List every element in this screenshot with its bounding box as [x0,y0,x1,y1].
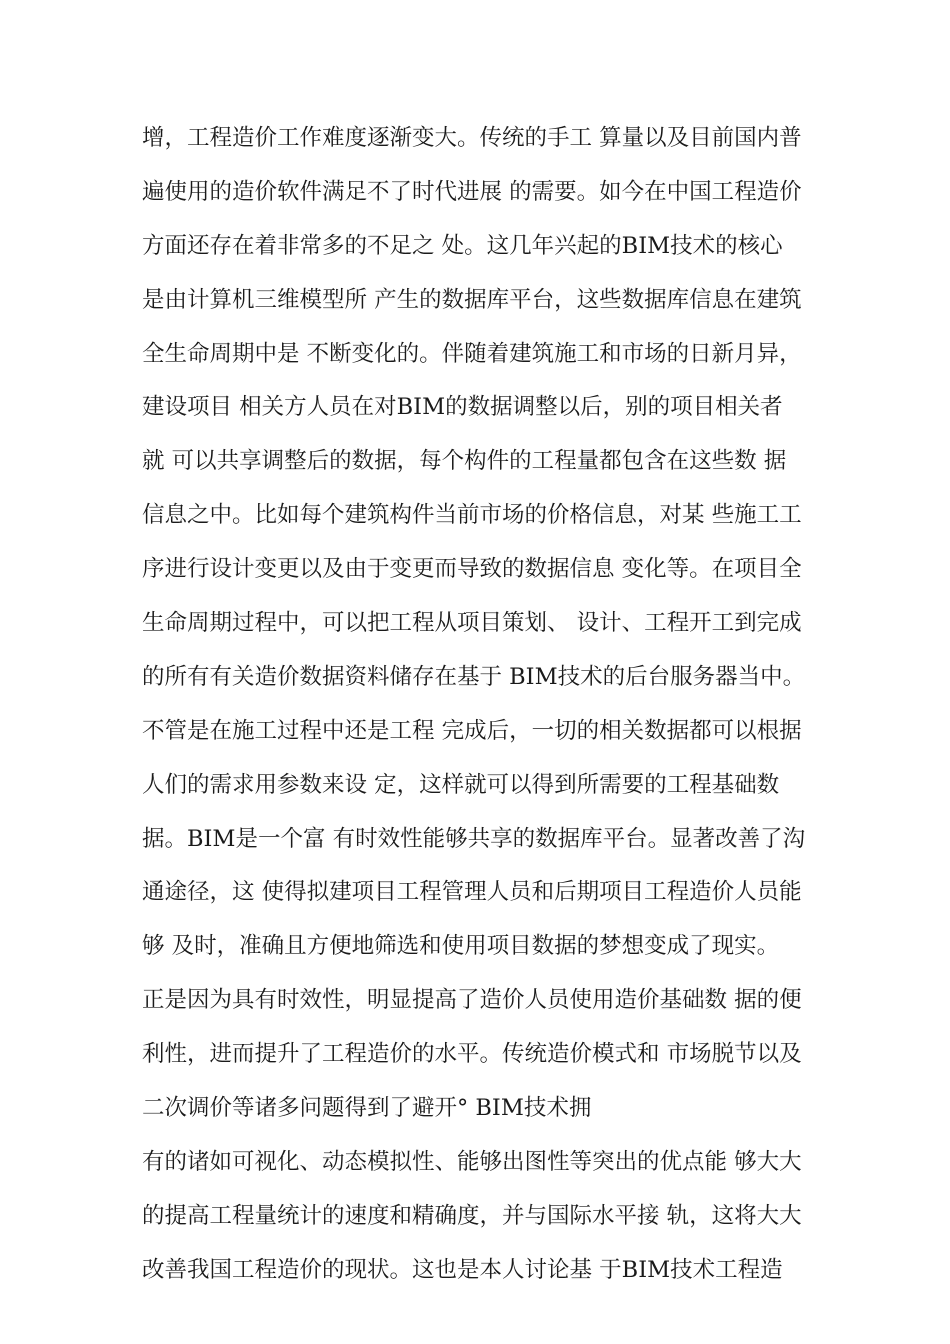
text-line: 增，工程造价工作难度逐渐变大。传统的手工 算量以及目前国内普 [142,125,802,151]
text-line: 不管是在施工过程中还是工程 完成后，一切的相关数据都可以根据 [142,717,802,744]
text-line: 信息之中。比如每个建筑构件当前市场的价格信息，对某 些施工工 [142,502,802,529]
text-line: 改善我国工程造价的现状。这也是本人讨论基 于BIM技术工程造 [142,1256,783,1283]
text-line: 据。BIM是一个富 有时效性能够共享的数据库平台。显著改善了沟 [142,825,806,852]
text-line: 方面还存在着非常多的不足之 处。这几年兴起的BIM技术的核心 [142,232,783,259]
text-line: 有的诸如可视化、动态模拟性、能够出图性等突出的优点能 够大大 [142,1148,802,1175]
text-line: 通途径，这 使得拟建项目工程管理人员和后期项目工程造价人员能 [142,879,802,906]
text-line: 建设项目 相关方人员在对BIM的数据调整以后，别的项目相关者 [142,394,783,421]
text-line: 的提高工程量统计的速度和精确度，并与国际水平接 轨，这将大大 [142,1202,802,1229]
text-line: 正是因为具有时效性，明显提高了造价人员使用造价基础数 据的便 [142,987,802,1014]
text-line: 人们的需求用参数来设 定，这样就可以得到所需要的工程基础数 [142,771,780,798]
text-line: 利性，进而提升了工程造价的水平。传统造价模式和 市场脱节以及 [142,1041,802,1068]
text-line: 是由计算机三维模型所 产生的数据库平台，这些数据库信息在建筑 [142,286,802,313]
text-line: 二次调价等诸多问题得到了避开° BIM技术拥 [142,1095,592,1122]
text-line: 够 及时，准确且方便地筛选和使用项目数据的梦想变成了现实。 [142,933,780,960]
text-line: 的所有有关造价数据资料储存在基于 BIM技术的后台服务器当中。 [142,663,806,690]
text-line: 全生命周期中是 不断变化的。伴随着建筑施工和市场的日新月异， [142,340,802,367]
text-line: 生命周期过程中，可以把工程从项目策划、 设计、工程开工到完成 [142,610,802,637]
body-paragraph [142,112,842,1298]
text-line: 就 可以共享调整后的数据，每个构件的工程量都包含在这些数 据 [142,448,787,475]
text-line: 遍使用的造价软件满足不了时代进展 的需要。如今在中国工程造价 [142,178,802,205]
text-line: 序进行设计变更以及由于变更而导致的数据信息 变化等。在项目全 [142,556,802,583]
